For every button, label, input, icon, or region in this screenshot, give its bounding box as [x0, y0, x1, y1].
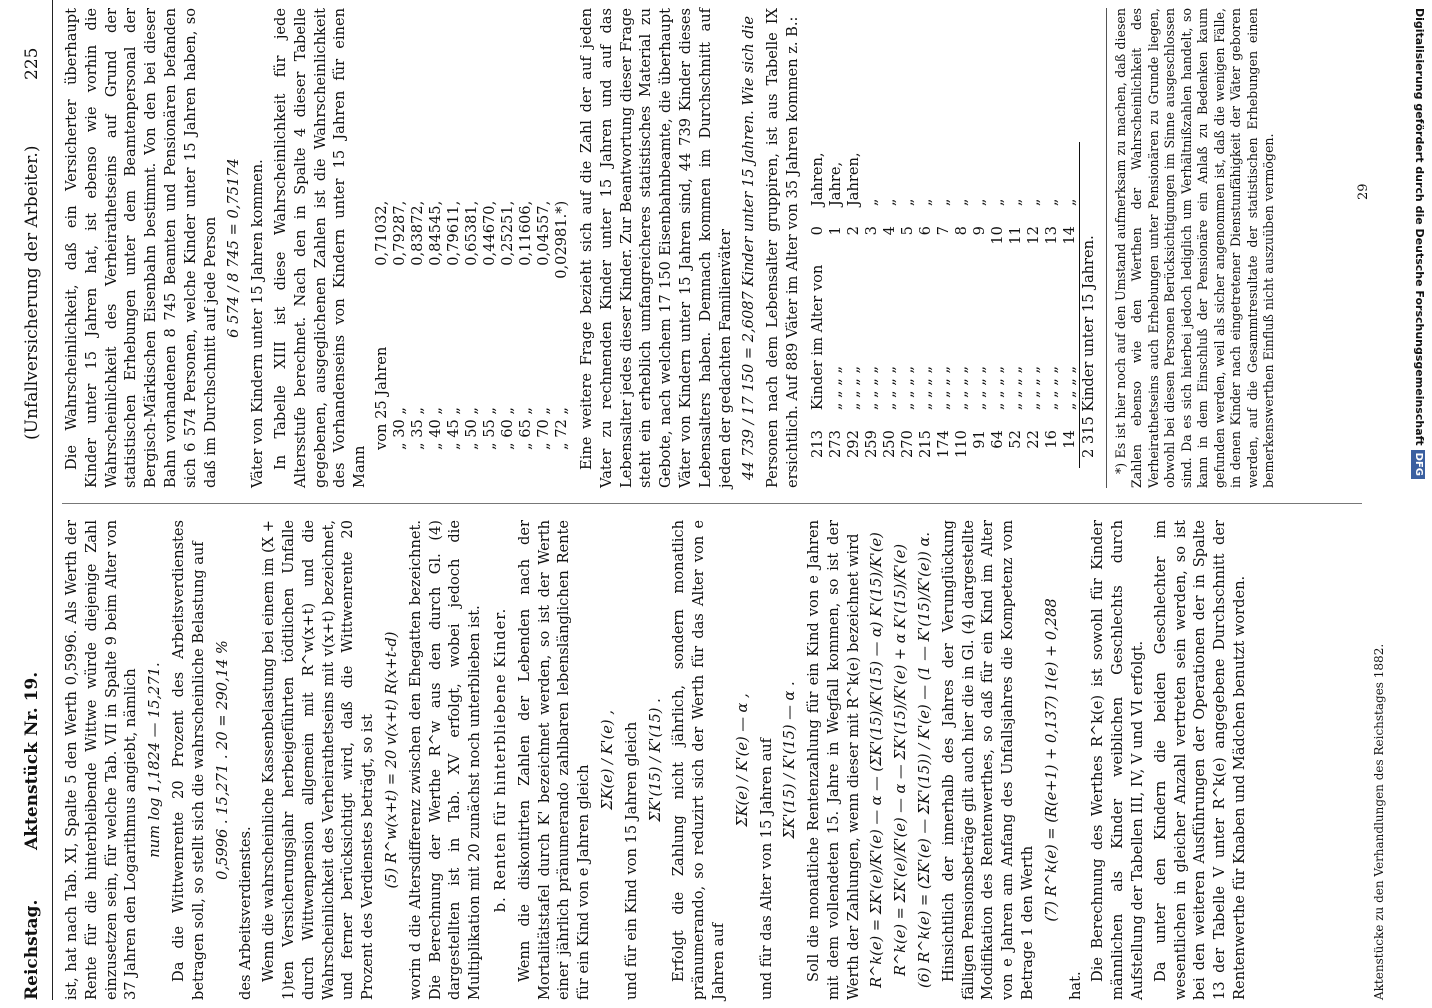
header-mid: (Unfallversicherung der Arbeiter.): [22, 145, 42, 440]
children-text: „ „ „ „: [988, 365, 1006, 411]
footer-note: Aktenstücke zu den Verhandlungen des Reichstages 1882.: [1372, 643, 1386, 1000]
children-age: 3: [862, 226, 880, 236]
paragraph: Erfolgt die Zahlung nicht jährlich, sondern monatlich pränumerando, so reduzirt sich der Werth für das Alter von e Jahren auf: [670, 520, 727, 1000]
formula: (6) R^k(e) = (ΣK'(e) — ΣK'(15)) / K'(e) — (1 — K'(15)/K'(e)) α.: [916, 532, 934, 989]
children-age: 7: [934, 226, 952, 236]
age-value: 0,11606,: [516, 200, 534, 266]
age-label: „ 30 „: [390, 407, 408, 450]
formula: ΣK(e) / K'(e) — α ,: [733, 693, 751, 827]
children-age: 2: [844, 226, 862, 236]
children-text: „ „ „ „: [952, 365, 970, 411]
children-row: [1025, 142, 1043, 468]
children-n: 259: [862, 430, 880, 458]
children-age: 8: [952, 226, 970, 236]
children-row: [881, 142, 899, 468]
paragraph: Da die Wittwenrente 20 Prozent des Arbeitsverdienstes betragen soll, so stellt sich die wahrscheinliche Belastung auf: [169, 520, 207, 1000]
age-value: 0,83872,: [408, 200, 426, 266]
children-text: „ „ „ „: [1024, 365, 1042, 411]
footnote-text: *) Es ist hier noch auf den Umstand aufmerksam zu machen, daß diesen Zahlen ebenso wie den Werthen der Wahrscheinlichkeit des Verheirathetseins auch Erhebungen unter Pensionären zu Grunde liegen, obwohl bei diesen Personen Berücksichtigungen im Sinne ausgeschlossen sind. Da es sich hierbei jedoch lediglich um Verhältnißzahlen handelt, so kann in dem Einschluß der Pensionäre ein Anlaß zu Bedenken kaum gefunden werden, weil als sicher angenommen ist, daß die wenigen Fälle, in denen Kinder nach eingetretener Dienstunfähigkeit der Väter geboren werden, auf die Gesammtresultate der statistischen Erhebungen einen bemerkenswerthen Einfluß nicht auszuüben vermögen.: [1112, 8, 1277, 488]
age-label: „ 55 „: [480, 407, 498, 450]
children-unit: „: [952, 198, 970, 207]
dfg-logo: DFG: [1411, 450, 1425, 479]
column-divider: [62, 503, 1362, 504]
formula: 0,5996 . 15,271 . 20 = 290,14 %: [213, 640, 231, 880]
children-n: 91: [970, 430, 988, 449]
children-n: 213: [808, 430, 826, 458]
children-row: [989, 142, 1007, 468]
paragraph: Wenn die wahrscheinliche Kassenbelastung bei einem im (X + 1)ten Versicherungsjahr herbeigeführten tödtlichen Unfalle durch Wittwenpension allgemein mit R^w(x+t) und die Wahrscheinlichkeit des Verheirathetseins mit v(x+t) bezeichnet, und ferner berücksichtigt wird, daß die Wittwenrente 20 Prozent des Verdienstes beträgt, so ist: [260, 520, 377, 1000]
children-text: „ „ „ „: [826, 365, 844, 411]
children-n: 64: [988, 430, 1006, 449]
age-value: 0,79287,: [390, 200, 408, 266]
paragraph: des Arbeitsverdienstes.: [237, 826, 255, 1000]
paragraph: Da unter den Kindern die beiden Geschlechter im wesentlichen in gleicher Anzahl vertreten sein werden, so ist bei den weiteren Ausführungen der Operationen der in Spalte 13 der Tabelle V unter R^k(e) angegebene Durchschnitt der Rentenwerthe für Knaben und Mädchen benutzt worden.: [1151, 520, 1249, 1000]
children-row: [809, 142, 827, 468]
digitization-credit: [1406, 0, 1432, 1008]
children-text: „ „ „ „: [862, 365, 880, 411]
children-text: „ „ „ „: [844, 365, 862, 411]
children-text: Kinder im Alter von: [808, 264, 826, 411]
formula: 6 574 / 8 745 = 0,75174: [225, 158, 243, 338]
age-value: 0,71032,: [372, 200, 390, 266]
children-n: 14: [1060, 430, 1078, 449]
children-age: 5: [898, 226, 916, 236]
children-text: „ „ „ „: [970, 365, 988, 411]
paragraph: Hinsichtlich der innerhalb des Jahres der Verunglückung fälligen Pensionsbeträge gilt auch hier die in Gl. (4) dargestellte Modifikation des Rentenwerthes, so daß für ein Kind im Alter von e Jahren am Anfang des Unfallsjahres die Kompetenz vom Betrage 1 den Werth: [939, 520, 1037, 1000]
children-row: [971, 142, 989, 468]
age-row: [499, 193, 517, 458]
children-text: „ „ „ „: [898, 365, 916, 411]
children-age: 14: [1060, 226, 1078, 245]
children-row: [899, 142, 917, 468]
children-age: 13: [1042, 226, 1060, 245]
age-row: [463, 193, 481, 458]
children-age-table: [809, 142, 1098, 468]
children-age: 11: [1006, 226, 1024, 245]
age-row: [535, 193, 553, 458]
children-row: [935, 142, 953, 468]
header-center: Aktenstück Nr. 19.: [22, 671, 42, 850]
children-n: 174: [934, 430, 952, 458]
children-unit: „: [1006, 198, 1024, 207]
children-unit: „: [880, 198, 898, 207]
children-row: [1007, 142, 1025, 468]
paragraph: und für das Alter von 15 Jahren auf: [757, 737, 775, 1000]
age-value: 0,65381,: [462, 200, 480, 266]
rotated-sheet: [16, 0, 1416, 1000]
age-value: 0,84545,: [426, 200, 444, 266]
age-label: „ 72 „: [552, 407, 570, 450]
children-row: [827, 142, 845, 468]
formula: (5) R^w(x+t) = 20 v(x+t) R(x+t-d): [382, 631, 400, 889]
children-row: [863, 142, 881, 468]
children-sum: 2 315 Kinder unter 15 Jahren.: [1079, 142, 1098, 468]
age-label: „ 70 „: [534, 407, 552, 450]
children-unit: „: [898, 198, 916, 207]
children-unit: „: [970, 198, 988, 207]
children-n: 215: [916, 430, 934, 458]
age-row: [553, 193, 571, 458]
children-unit: „: [916, 198, 934, 207]
formula: num log 1,1824 — 15,271.: [146, 662, 164, 858]
age-label: „ 45 „: [444, 407, 462, 450]
children-n: 292: [844, 430, 862, 458]
formula: R^k(e) = ΣK'(e)/K'(e) — α — (ΣK'(15)/K'(15) — α) K'(15)/K'(e): [868, 532, 886, 988]
children-row: [845, 142, 863, 468]
children-unit: „: [934, 198, 952, 207]
children-unit: Jahren,: [808, 152, 826, 207]
age-row: [427, 193, 445, 458]
age-value: 0,02981.*): [552, 200, 570, 279]
children-n: 16: [1042, 430, 1060, 449]
children-age: 0: [808, 226, 826, 236]
page-header: [16, 0, 50, 1000]
formula: ΣK(e) / K'(e) ,: [598, 710, 616, 810]
children-row: [1043, 142, 1061, 468]
formula: ΣK'(15) / K'(15) — α .: [781, 681, 799, 839]
children-n: 250: [880, 430, 898, 458]
age-row: [481, 193, 499, 458]
age-value: 0,79611,: [444, 200, 462, 266]
formula: (7) R^k(e) = (R(e+1) + 0,137) 1(e) + 0,288: [1042, 598, 1060, 922]
children-n: 110: [952, 430, 970, 458]
age-value: 0,44670,: [480, 200, 498, 266]
paragraph: Die Berechnung des Werthes R^k(e) ist sowohl für Kinder männlichen als Kinder weiblichen Geschlechts durch Aufstellung der Tabellen III, IV, V und VI erfolgt.: [1089, 520, 1147, 1000]
children-age: 9: [970, 226, 988, 236]
children-n: 273: [826, 430, 844, 458]
children-age: 12: [1024, 226, 1042, 245]
paragraph: worin d die Altersdifferenz zwischen den Ehegatten bezeichnet. Die Berechnung der Werthe R^w aus den durch Gl. (4) dargestellten ist in Tab. XV erfolgt, wobei jedoch die Multiplikation mit 20 zunächst noch unterblieben ist.: [406, 520, 484, 1000]
paragraph: Personen nach dem Lebensalter gruppiren, ist aus Tabelle IX ersichtlich. Auf 889 Väter im Alter von 35 Jahren kommen z. B.:: [764, 8, 801, 488]
paragraph: In Tabelle XIII ist diese Wahrscheinlichkeit für jede Altersstufe berechnet. Nach den in Spalte 4 dieser Tabelle gegebenen, ausgeglichenen Zahlen ist die Wahrscheinlichkeit des Vorhandenseins von Kindern unter 15 Jahren für einen Mann: [271, 8, 369, 488]
paragraph: Wenn die diskontirten Zahlen der Lebenden nach der Mortalitätstafel durch K' bezeichnet werden, so ist der Werth einer jährlich pränumerando zahlbaren lebenslänglichen Rente für ein Kind von e Jahren gleich: [515, 520, 593, 1000]
age-value: 0,25251,: [498, 200, 516, 266]
right-column: [62, 8, 1278, 488]
age-row: [409, 193, 427, 458]
children-n: 22: [1024, 430, 1042, 449]
left-column: [62, 520, 1253, 1000]
paragraph: Die Wahrscheinlichkeit, daß ein Versicherter überhaupt Kinder unter 15 Jahren hat, ist ebenso wie vorhin die Wahrscheinlichkeit des Verheirathetseins auf Grund der statistischen Erhebungen unter dem Beamtenpersonal der Bergisch-Märkischen Eisenbahn bestimmt. Von den bei dieser Bahn vorhandenen 8 745 Beamten und Pensionären befanden sich 6 574 Personen, welche Kinder unter 15 Jahren haben, so daß im Durchschnitt auf jede Person: [63, 8, 219, 488]
children-age: 6: [916, 226, 934, 236]
age-row: [391, 193, 409, 458]
children-row: [1061, 142, 1080, 468]
children-unit: „: [1042, 198, 1060, 207]
children-row: [953, 142, 971, 468]
age-row: [517, 193, 535, 458]
formula: ΣK'(15) / K'(15) .: [646, 698, 664, 822]
age-value: 0,04557,: [534, 200, 552, 266]
age-probability-table: [373, 193, 571, 458]
children-unit: Jahren,: [844, 152, 862, 207]
children-unit: „: [862, 198, 880, 207]
age-label: „ 50 „: [462, 407, 480, 450]
children-text: „ „ „ „: [916, 365, 934, 411]
children-unit: „: [988, 198, 1006, 207]
children-unit: „: [1024, 198, 1042, 207]
paragraph: Eine weitere Frage bezieht sich auf die Zahl der auf jeden Vater zu rechnenden Kinder unter 15 Jahren und auf das Lebensalter jedes dieser Kinder. Zur Beantwortung dieser Frage steht ein erheblich umfangreicheres statistisches Material zu Gebote, nach welchem 17 150 Eisenbahnbeamte, die überhaupt Väter von Kindern unter 15 Jahren sind, 44 739 Kinder dieses Lebensalters haben. Demnach kommen im Durchschnitt auf jeden der gedachten Familienväter: [577, 8, 734, 488]
formula: 44 739 / 17 150 = 2,6087 Kinder unter 15 Jahren. Wie sich die: [740, 15, 758, 481]
age-label: „ 60 „: [498, 407, 516, 450]
footnote: [1106, 8, 1278, 488]
header-page-number: 225: [22, 47, 42, 80]
children-unit: Jahre,: [826, 161, 844, 207]
section-heading: b. Renten für hinterbliebene Kinder.: [491, 607, 509, 913]
paragraph: Väter von Kindern unter 15 Jahren kommen.: [249, 159, 267, 488]
children-text: „ „ „ „: [1042, 365, 1060, 411]
children-age: 4: [880, 226, 898, 236]
age-row: [445, 193, 463, 458]
paragraph: Soll die monatliche Rentenzahlung für ein Kind von e Jahren mit dem vollendeten 15. Jahre in Wegfall kommen, so ist der Werth der Zahlungen, wenn dieser mit R^k(e) bezeichnet wird: [805, 520, 862, 1000]
age-label: von 25 Jahren: [372, 346, 390, 450]
children-age: 1: [826, 226, 844, 236]
children-age: 10: [988, 226, 1006, 245]
formula: R^k(e) = ΣK'(e)/K'(e) — α — ΣK'(15)/K'(e) + α K'(15)/K'(e): [892, 543, 910, 977]
paragraph: und für ein Kind von 15 Jahren gleich: [622, 721, 640, 1000]
age-label: „ 40 „: [426, 407, 444, 450]
children-text: „ „ „ „: [880, 365, 898, 411]
children-unit: „: [1060, 198, 1078, 207]
children-text: „ „ „ „: [934, 365, 952, 411]
children-n: 270: [898, 430, 916, 458]
paragraph: hat.: [1066, 971, 1084, 1000]
age-label: „ 65 „: [516, 407, 534, 450]
children-n: 52: [1006, 430, 1024, 449]
children-text: „ „ „ „: [1060, 365, 1078, 411]
header-left: Reichstag.: [22, 899, 42, 1000]
age-row: [373, 193, 391, 458]
children-text: „ „ „ „: [1006, 365, 1024, 411]
signature-number: 29: [1356, 183, 1371, 200]
age-label: „ 35 „: [408, 407, 426, 450]
header-rule: [52, 0, 53, 1000]
digitization-credit-text: Digitalisierung gefördert durch die Deutsche Forschungsgemeinschaft: [1413, 8, 1426, 446]
children-row: [917, 142, 935, 468]
paragraph: ist, hat nach Tab. XI, Spalte 5 den Werth 0,5996. Als Werth der Rente für die hinterbleibende Wittwe würde diejenige Zahl einzusetzen sein, für welche Tab. VII in Spalte 9 beim Alter von 37 Jahren den Logarithmus angiebt, nämlich: [63, 520, 140, 1000]
